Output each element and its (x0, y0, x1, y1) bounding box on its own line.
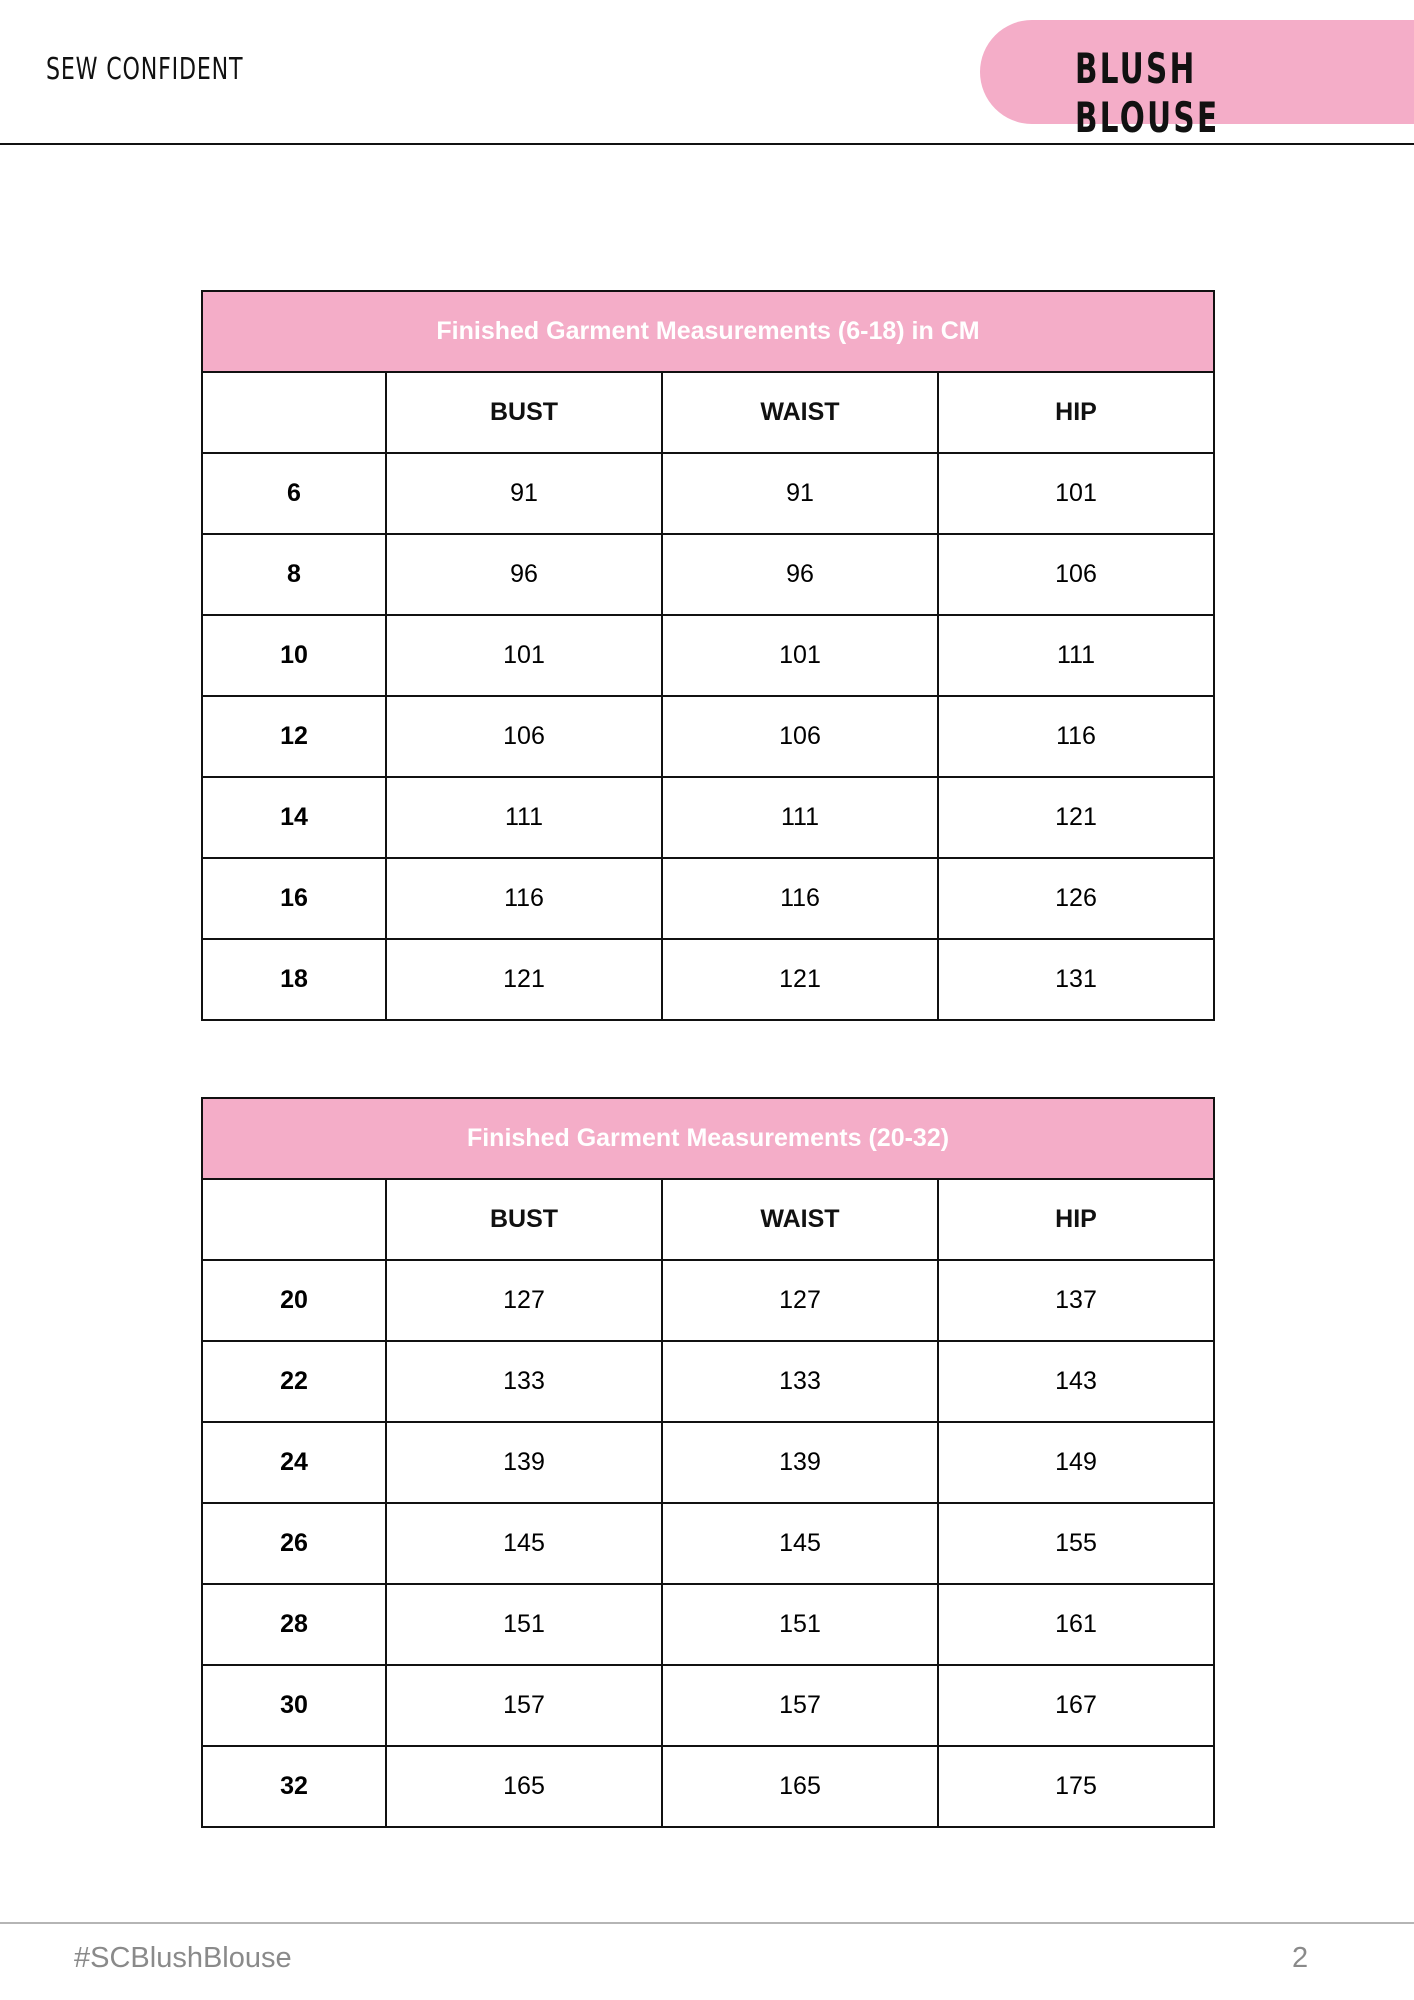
bust-cell: 133 (386, 1341, 662, 1422)
hip-cell: 116 (938, 696, 1214, 777)
size-cell: 10 (202, 615, 386, 696)
column-header-waist: WAIST (662, 372, 938, 453)
table-row (202, 1665, 1214, 1746)
brand-name: SEW CONFIDENT (46, 52, 244, 87)
waist-cell: 116 (662, 858, 938, 939)
hip-cell: 149 (938, 1422, 1214, 1503)
size-cell: 14 (202, 777, 386, 858)
size-cell: 22 (202, 1341, 386, 1422)
hip-cell: 143 (938, 1341, 1214, 1422)
footer-hashtag: #SCBlushBlouse (74, 1942, 292, 1974)
bust-cell: 91 (386, 453, 662, 534)
waist-cell: 127 (662, 1260, 938, 1341)
column-header-size (202, 372, 386, 453)
waist-cell: 157 (662, 1665, 938, 1746)
hip-cell: 175 (938, 1746, 1214, 1827)
column-header-bust: BUST (386, 372, 662, 453)
footer-divider (0, 1922, 1414, 1924)
column-header-size (202, 1179, 386, 1260)
bust-cell: 157 (386, 1665, 662, 1746)
table-row (202, 1584, 1214, 1665)
hip-cell: 111 (938, 615, 1214, 696)
size-cell: 8 (202, 534, 386, 615)
column-header-bust: BUST (386, 1179, 662, 1260)
size-cell: 32 (202, 1746, 386, 1827)
size-cell: 24 (202, 1422, 386, 1503)
hip-cell: 137 (938, 1260, 1214, 1341)
hip-cell: 167 (938, 1665, 1214, 1746)
waist-cell: 121 (662, 939, 938, 1020)
bust-cell: 165 (386, 1746, 662, 1827)
table-row (202, 939, 1214, 1020)
bust-cell: 139 (386, 1422, 662, 1503)
table-row (202, 1422, 1214, 1503)
size-cell: 16 (202, 858, 386, 939)
size-cell: 30 (202, 1665, 386, 1746)
bust-cell: 127 (386, 1260, 662, 1341)
header-divider (0, 143, 1414, 145)
table-caption-row (202, 1098, 1214, 1179)
waist-cell: 96 (662, 534, 938, 615)
hip-cell: 161 (938, 1584, 1214, 1665)
table-caption: Finished Garment Measurements (20-32) (202, 1098, 1214, 1179)
table-row (202, 453, 1214, 534)
size-cell: 28 (202, 1584, 386, 1665)
hip-cell: 155 (938, 1503, 1214, 1584)
waist-cell: 101 (662, 615, 938, 696)
table-row (202, 777, 1214, 858)
bust-cell: 116 (386, 858, 662, 939)
table-row (202, 615, 1214, 696)
bust-cell: 101 (386, 615, 662, 696)
waist-cell: 133 (662, 1341, 938, 1422)
waist-cell: 106 (662, 696, 938, 777)
size-cell: 6 (202, 453, 386, 534)
bust-cell: 96 (386, 534, 662, 615)
table-row (202, 1503, 1214, 1584)
bust-cell: 121 (386, 939, 662, 1020)
waist-cell: 139 (662, 1422, 938, 1503)
size-cell: 26 (202, 1503, 386, 1584)
measurements-table-20-32 (201, 1097, 1215, 1828)
table-row (202, 1260, 1214, 1341)
size-cell: 12 (202, 696, 386, 777)
size-cell: 18 (202, 939, 386, 1020)
column-header-hip: HIP (938, 1179, 1214, 1260)
table-row (202, 858, 1214, 939)
bust-cell: 145 (386, 1503, 662, 1584)
table-row (202, 1341, 1214, 1422)
bust-cell: 106 (386, 696, 662, 777)
table-header-row (202, 1179, 1214, 1260)
table-caption: Finished Garment Measurements (6-18) in CM (202, 291, 1214, 372)
page-number: 2 (1292, 1942, 1309, 1974)
hip-cell: 121 (938, 777, 1214, 858)
waist-cell: 91 (662, 453, 938, 534)
table-row (202, 534, 1214, 615)
bust-cell: 151 (386, 1584, 662, 1665)
hip-cell: 106 (938, 534, 1214, 615)
measurements-table-6-18 (201, 290, 1215, 1021)
waist-cell: 111 (662, 777, 938, 858)
pattern-title: BLUSH BLOUSE (1075, 44, 1220, 142)
hip-cell: 126 (938, 858, 1214, 939)
waist-cell: 151 (662, 1584, 938, 1665)
table-row (202, 1746, 1214, 1827)
table-header-row (202, 372, 1214, 453)
table-row (202, 696, 1214, 777)
table-caption-row (202, 291, 1214, 372)
size-cell: 20 (202, 1260, 386, 1341)
waist-cell: 145 (662, 1503, 938, 1584)
waist-cell: 165 (662, 1746, 938, 1827)
hip-cell: 131 (938, 939, 1214, 1020)
hip-cell: 101 (938, 453, 1214, 534)
bust-cell: 111 (386, 777, 662, 858)
column-header-hip: HIP (938, 372, 1214, 453)
column-header-waist: WAIST (662, 1179, 938, 1260)
